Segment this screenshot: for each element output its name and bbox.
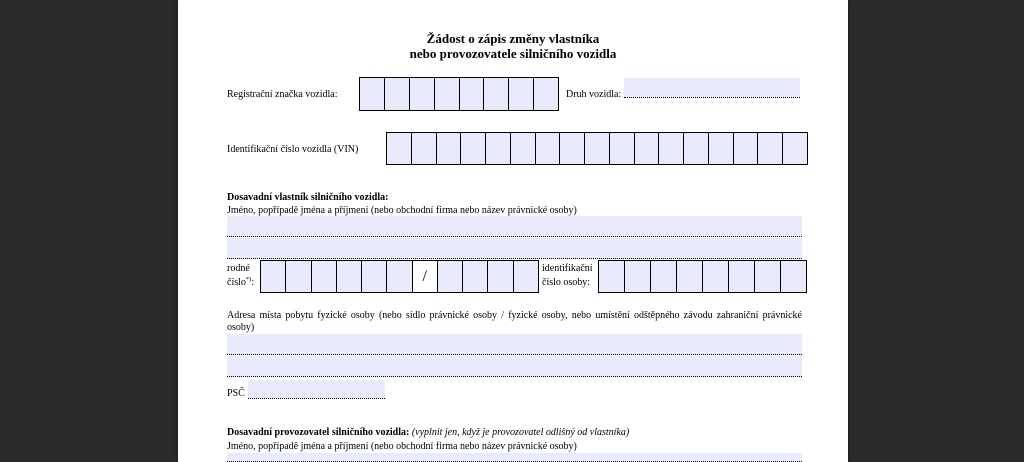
vin-char-input[interactable] [461,133,486,164]
birth-number-separator: / [413,261,438,292]
registration-plate-label: Registrační značka vozidla: [227,89,338,100]
postal-code-label: PSČ [227,388,245,399]
personal-id-digit-input[interactable] [755,261,781,292]
birth-number-digit-input[interactable] [337,261,362,292]
birth-number-digit-input[interactable] [286,261,311,292]
vin-char-input[interactable] [734,133,759,164]
birth-number-footnote-mark: *) [245,276,252,283]
birth-number-digit-input[interactable] [312,261,337,292]
operator-name-input-line-1[interactable] [227,453,802,462]
registration-plate-char-input[interactable] [484,78,509,110]
personal-id-digit-input[interactable] [677,261,703,292]
personal-id-digit-input[interactable] [651,261,677,292]
form-title: Žádost o zápis změny vlastníka [426,31,600,46]
vin-char-input[interactable] [486,133,511,164]
vin-char-input[interactable] [560,133,585,164]
vin-char-input[interactable] [511,133,536,164]
birth-number-label-line-1: rodné [227,263,250,274]
address-input-line-1[interactable] [227,334,802,355]
vin-char-input[interactable] [684,133,709,164]
form-subtitle: nebo provozovatele silničního vozidla [409,46,617,61]
vin-char-input[interactable] [635,133,660,164]
previous-operator-note: (vyplnit jen, když je provozovatel odlišný od vlastníka) [411,427,630,438]
birth-number-digit-input[interactable] [514,261,538,292]
personal-id-digit-input[interactable] [599,261,625,292]
vin-boxes [386,132,808,165]
operator-name-label: Jméno, popřípadě jména a příjmení (nebo obchodní firma nebo název právnické osoby) [227,441,577,452]
registration-plate-char-input[interactable] [360,78,385,110]
registration-plate-char-input[interactable] [509,78,534,110]
owner-name-label: Jméno, popřípadě jména a příjmení (nebo obchodní firma nebo název právnické osoby) [227,205,577,216]
vin-char-input[interactable] [437,133,462,164]
registration-plate-char-input[interactable] [460,78,485,110]
birth-number-boxes [260,260,539,293]
previous-operator-heading: Dosavadní provozovatel silničního vozidla: [227,427,410,438]
vin-char-input[interactable] [758,133,783,164]
address-label-line-2: osoby) [227,322,255,333]
birth-number-digit-input[interactable] [387,261,412,292]
birth-number-digit-input[interactable] [438,261,463,292]
birth-number-digit-input[interactable] [261,261,286,292]
registration-plate-char-input[interactable] [435,78,460,110]
registration-plate-boxes [359,77,559,111]
owner-name-input-line-1[interactable] [227,216,802,237]
owner-name-input-line-2[interactable] [227,238,802,259]
vin-char-input[interactable] [536,133,561,164]
birth-number-digit-input[interactable] [488,261,513,292]
registration-plate-char-input[interactable] [534,78,558,110]
vin-char-input[interactable] [783,133,807,164]
form-page [178,0,848,462]
birth-number-label-word: číslo [227,277,246,288]
registration-plate-char-input[interactable] [410,78,435,110]
personal-id-label-line-2: číslo osoby: [542,277,591,288]
vin-char-input[interactable] [709,133,734,164]
previous-operator-heading-row [227,427,629,439]
vin-char-input[interactable] [585,133,610,164]
birth-number-digit-input[interactable] [362,261,387,292]
vin-char-input[interactable] [387,133,412,164]
vin-char-input[interactable] [659,133,684,164]
vin-label: Identifikační číslo vozidla (VIN) [227,144,359,155]
previous-owner-heading: Dosavadní vlastník silničního vozidla: [227,192,389,203]
address-label-line-1: Adresa místa pobytu fyzické osoby (nebo sídlo právnické osoby / fyzické osoby, nebo umístění odštěpného závodu zahraniční právnické [227,310,802,321]
registration-plate-char-input[interactable] [385,78,410,110]
personal-id-boxes [598,260,807,293]
vehicle-type-label: Druh vozidla: [566,89,622,100]
personal-id-digit-input[interactable] [729,261,755,292]
postal-code-input[interactable] [248,380,385,399]
personal-id-digit-input[interactable] [781,261,806,292]
birth-number-digit-input[interactable] [463,261,488,292]
vehicle-type-input[interactable] [624,78,800,98]
birth-number-label-line-2 [227,277,254,289]
vin-char-input[interactable] [412,133,437,164]
personal-id-digit-input[interactable] [703,261,729,292]
personal-id-digit-input[interactable] [625,261,651,292]
vin-char-input[interactable] [610,133,635,164]
personal-id-label-line-1: identifikační [542,263,593,274]
birth-number-label-colon: : [251,277,255,288]
address-input-line-2[interactable] [227,356,802,377]
